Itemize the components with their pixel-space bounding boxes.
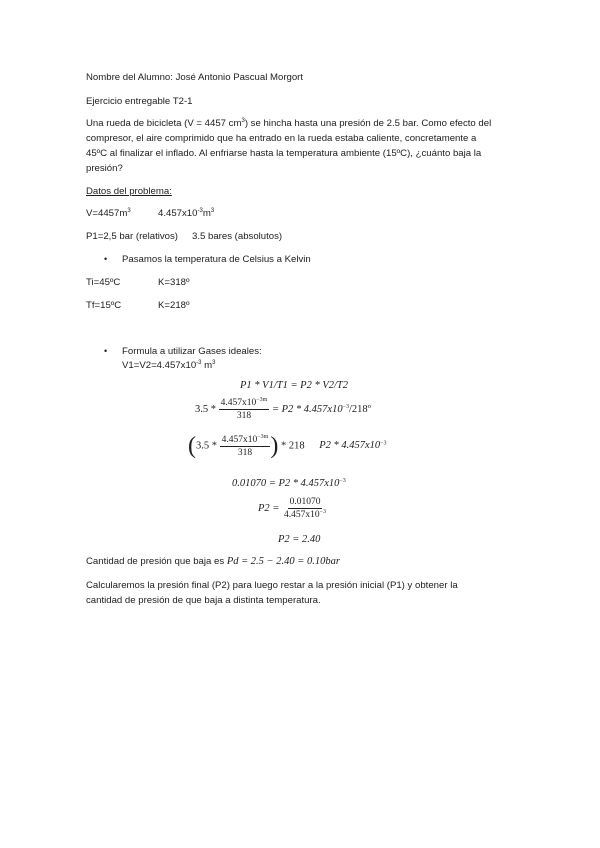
statement-line-1-sup: 3 [241,118,245,124]
eq2-num-base: 4.457x10 [220,398,257,408]
student-name: Nombre del Alumno: José Antonio Pascual Morgort [86,72,304,83]
conclusion-line-1: Calcularemos la presión final (P2) para luego restar a la presión inicial (P1) y obtener la [86,580,458,591]
eq3-denominator: 318 [237,447,253,458]
right-paren: ) [270,433,279,459]
statement-line-1 [86,118,491,129]
conclusion-line-2: cantidad de presión de que baja a distinta temperatura. [86,595,321,606]
equation-step-1 [195,398,371,421]
ideal-gas-equation: P1 * V1/T1 = P2 * V2/T2 [240,380,349,391]
volume-conv-unit: m [202,208,211,219]
eq5-numerator: 0.01070 [289,497,321,507]
statement-line-4: presión? [86,163,123,174]
bullet-icon: • [104,346,108,356]
eq4-text: 0.01070 = P2 * 4.457x10 [232,478,340,489]
eq2-numerator [219,398,270,410]
result-prefix: Cantidad de presión que baja es [86,556,227,567]
data-heading: Datos del problema: [86,186,172,197]
result-expression: Pd = 2.5 − 2.40 = 0.10bar [226,556,340,567]
equation-step-3 [232,478,346,489]
equation-step-2 [188,434,387,458]
bullet-icon: • [104,254,108,264]
eq3-right: P2 * 4.457x10 [319,440,381,452]
eq5-denominator [282,509,328,520]
eq2-right-tail: /218º [349,403,371,415]
volume-equality-unit: m [204,360,213,371]
kelvin-bullet-text: Pasamos la temperatura de Celsius a Kelvin [122,254,311,265]
volume-value: V=4457m [86,208,128,219]
volume-equality [122,360,216,371]
eq3-right-exp: −3 [380,440,387,447]
statement-line-1a: Una rueda de bicicleta (V = 4457 cm [86,118,242,129]
final-temp-celsius: Tf=15ºC [86,300,122,311]
eq2-right-exp: −3 [342,403,349,410]
volume-sup: 3 [127,208,131,214]
statement-line-2: compresor, el aire comprimido que ha entrado en la rueda estaba caliente, concretamente a [86,133,477,144]
eq3-numerator [220,435,271,447]
volume-conversion [158,208,214,219]
volume-equality-base: V1=V2=4.457x10 [122,360,197,371]
exercise-title: Ejercicio entregable T2-1 [86,96,193,107]
equation-result-p2: P2 = 2.40 [278,534,321,545]
volume-equality-unit-sup: 3 [212,360,216,366]
eq5-den-exp: −3 [319,509,327,515]
statement-line-1b: ) se hincha hasta una presión de 2.5 bar. Como efecto del [244,118,492,129]
final-temp-kelvin: K=218º [158,300,190,311]
initial-temp-kelvin: K=318º [158,277,190,288]
eq3-num-exp: −3m [257,433,269,440]
eq3-fraction [220,435,271,458]
statement-line-3: 45ºC al finalizar el inflado. Al enfriarse hasta la temperatura ambiente (15ºC), ¿cuánto baja la [86,148,482,159]
eq5-fraction [282,497,328,520]
volume-conv-unit-sup: 3 [210,208,215,214]
initial-temp-celsius: Ti=45ºC [86,277,121,288]
eq3-mid: * 218 [280,440,305,452]
pressure-absolute: 3.5 bares (absolutos) [192,231,283,242]
pressure-relative: P1=2,5 bar (relativos) [86,231,178,242]
eq4-exp: −3 [339,478,346,484]
left-paren: ( [188,433,196,459]
equation-step-4 [258,497,328,520]
eq3-left: 3.5 * [196,440,217,452]
volume-conv-exp: -3 [197,208,203,214]
eq2-denominator: 318 [236,411,252,421]
eq5-den-base: 4.457x10 [284,510,320,520]
volume-line [86,208,131,219]
eq3-num-base: 4.457x10 [221,434,258,445]
eq2-left: 3.5 * [195,403,216,415]
eq5-left: P2 = [258,502,280,514]
result-line [86,556,340,567]
eq2-right: = P2 * 4.457x10 [271,403,343,415]
volume-equality-exp: -3 [196,360,202,366]
eq2-num-exp: −3m [256,397,268,403]
formula-bullet-text: Formula a utilizar Gases ideales: [122,346,262,357]
volume-conv-base: 4.457x10 [158,208,198,219]
eq2-fraction [219,398,270,421]
